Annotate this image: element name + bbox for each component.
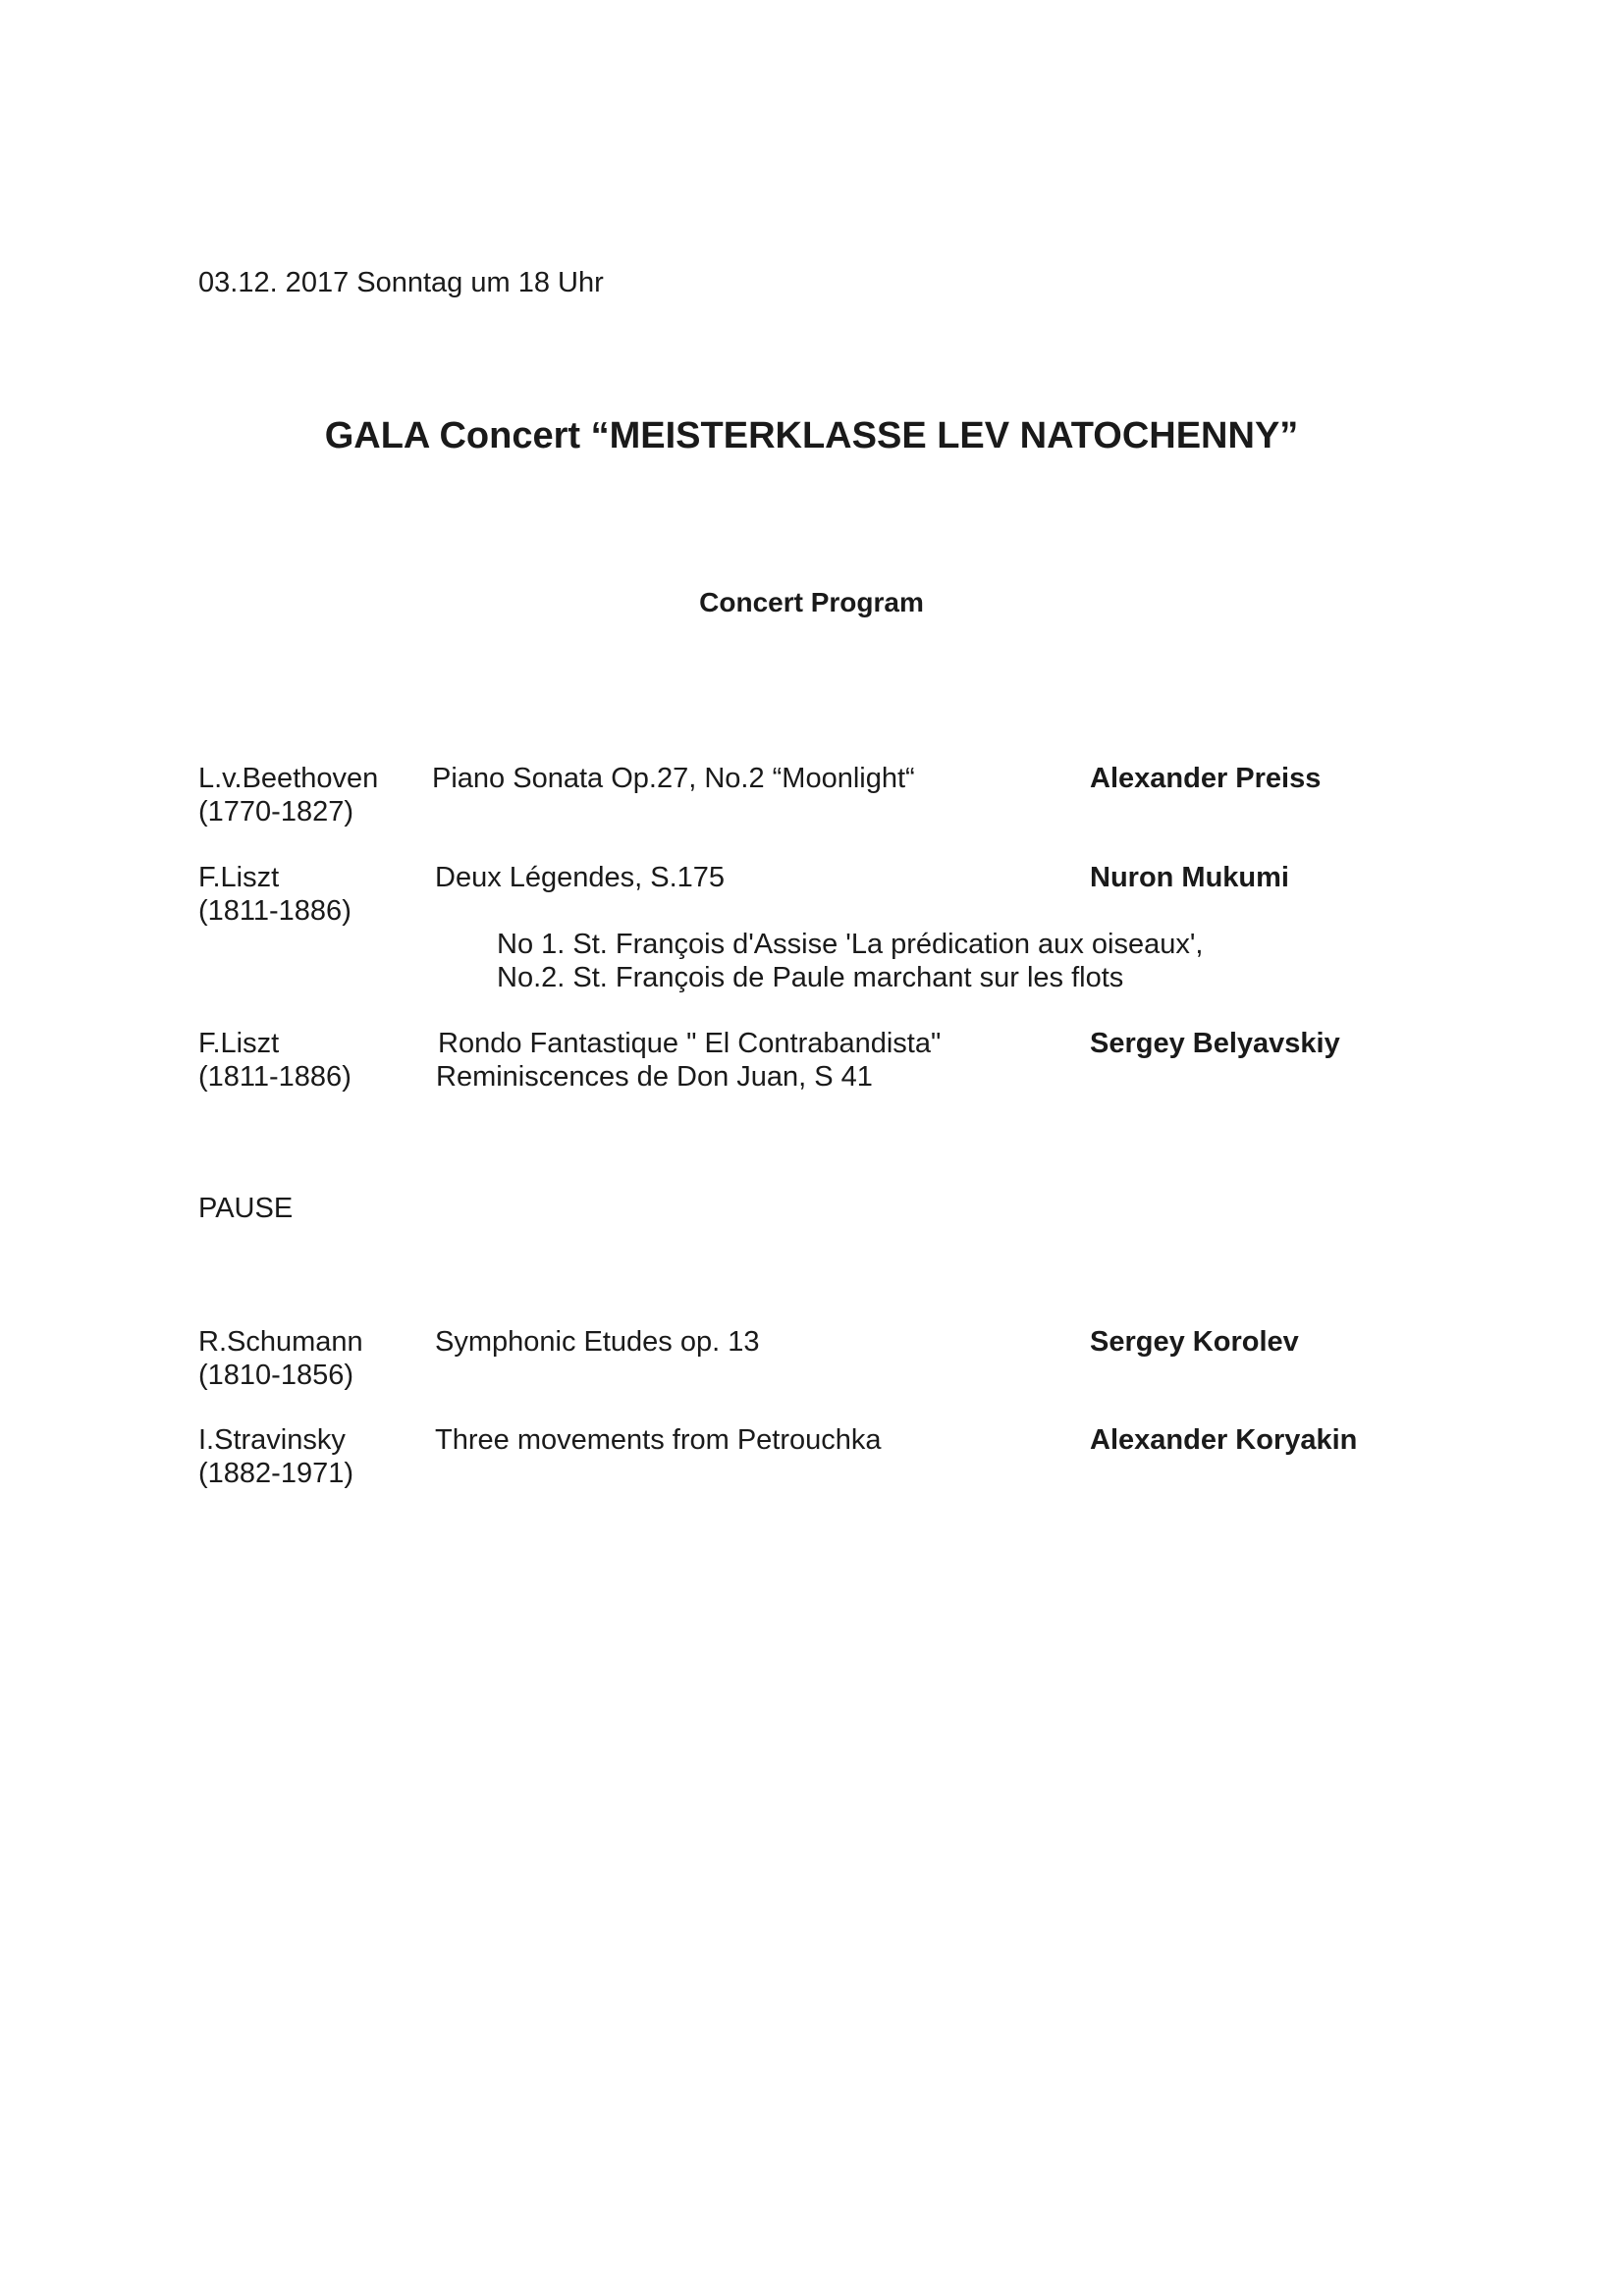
pause-label: PAUSE bbox=[198, 1193, 294, 1224]
composer-name: F.Liszt bbox=[198, 1028, 280, 1059]
work-title: Symphonic Etudes op. 13 bbox=[435, 1326, 760, 1358]
performer-name: Sergey Belyavskiy bbox=[1090, 1028, 1340, 1059]
date-line: 03.12. 2017 Sonntag um 18 Uhr bbox=[198, 267, 604, 298]
work-title: Reminiscences de Don Juan, S 41 bbox=[436, 1061, 873, 1093]
composer-name: F.Liszt bbox=[198, 862, 280, 893]
work-movement: No 1. St. François d'Assise 'La prédication aux oiseaux', bbox=[497, 929, 1204, 960]
composer-years: (1770-1827) bbox=[198, 796, 353, 828]
performer-name: Nuron Mukumi bbox=[1090, 862, 1289, 893]
work-title: Three movements from Petrouchka bbox=[435, 1424, 882, 1456]
composer-years: (1811-1886) bbox=[198, 1061, 352, 1093]
program-heading: Concert Program bbox=[699, 587, 924, 617]
performer-name: Alexander Preiss bbox=[1090, 763, 1322, 794]
work-title: Piano Sonata Op.27, No.2 “Moonlight“ bbox=[432, 763, 915, 794]
composer-years: (1810-1856) bbox=[198, 1360, 353, 1391]
page-title: GALA Concert “MEISTERKLASSE LEV NATOCHENNY” bbox=[324, 415, 1299, 456]
composer-name: I.Stravinsky bbox=[198, 1424, 346, 1456]
work-movement: No.2. St. François de Paule marchant sur les flots bbox=[497, 962, 1124, 993]
work-title: Rondo Fantastique " El Contrabandista" bbox=[438, 1028, 942, 1059]
composer-name: L.v.Beethoven bbox=[198, 763, 379, 794]
work-title: Deux Légendes, S.175 bbox=[435, 862, 726, 893]
composer-years: (1811-1886) bbox=[198, 895, 352, 927]
performer-name: Sergey Korolev bbox=[1090, 1326, 1299, 1358]
performer-name: Alexander Koryakin bbox=[1090, 1424, 1358, 1456]
composer-years: (1882-1971) bbox=[198, 1458, 353, 1489]
composer-name: R.Schumann bbox=[198, 1326, 363, 1358]
